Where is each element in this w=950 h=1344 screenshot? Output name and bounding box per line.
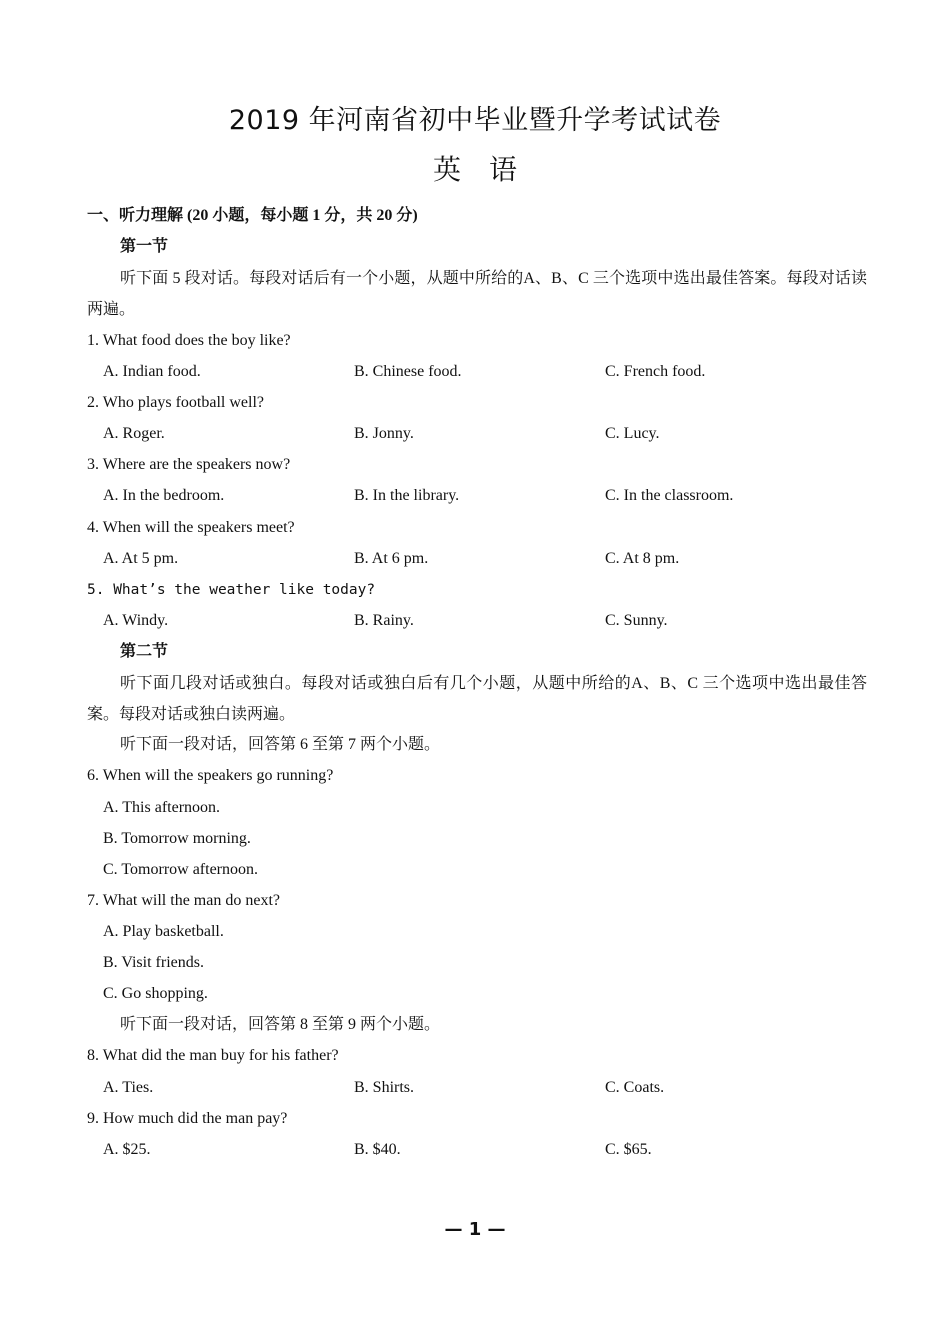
option-8b: B. Shirts. <box>354 1079 415 1096</box>
option-9c: C. $65. <box>605 1141 652 1158</box>
option-8c: C. Coats. <box>605 1079 665 1096</box>
option-9a: A. $25. <box>103 1141 151 1158</box>
exam-title: 2019 年河南省初中毕业暨升学考试试卷 <box>228 105 722 136</box>
option-1c: C. French food. <box>605 363 706 380</box>
section-heading: 一、听力理解 (20 小题，每小题 1 分，共 20 分) <box>87 207 418 224</box>
option-4a: A. At 5 pm. <box>103 550 179 567</box>
option-1b: B. Chinese food. <box>354 363 462 380</box>
option-7c: C. Go shopping. <box>103 985 208 1002</box>
option-2b: B. Jonny. <box>354 425 414 442</box>
option-3a: A. In the bedroom. <box>103 487 225 504</box>
option-3c: C. In the classroom. <box>605 487 734 504</box>
question-3: 3. Where are the speakers now? <box>87 456 291 473</box>
question-8: 8. What did the man buy for his father? <box>87 1047 339 1064</box>
option-6c: C. Tomorrow afternoon. <box>103 861 258 878</box>
option-2c: C. Lucy. <box>605 425 660 442</box>
option-6b: B. Tomorrow morning. <box>103 830 251 847</box>
option-5b: B. Rainy. <box>354 612 414 629</box>
question-1: 1. What food does the boy like? <box>87 332 291 349</box>
part1-instruction: 听下面 5 段对话。每段对话后有一个小题，从题中所给的A、B、C 三个选项中选出最佳答案。每段对话读两遍。 <box>87 270 867 318</box>
option-5a: A. Windy. <box>103 612 169 629</box>
part2-instruction: 听下面几段对话或独白。每段对话或独白后有几个小题，从题中所给的A、B、C 三个选项中选出最佳答案。每段对话或独白读两遍。 <box>87 675 867 723</box>
option-5c: C. Sunny. <box>605 612 668 629</box>
option-8a: A. Ties. <box>103 1079 154 1096</box>
note-questions-8-9: 听下面一段对话，回答第 8 至第 9 两个小题。 <box>120 1016 441 1033</box>
option-7b: B. Visit friends. <box>103 954 204 971</box>
subject-title: 英语 <box>432 153 545 186</box>
option-2a: A. Roger. <box>103 425 165 442</box>
question-6: 6. When will the speakers go running? <box>87 767 334 784</box>
question-9: 9. How much did the man pay? <box>87 1110 288 1127</box>
option-1a: A. Indian food. <box>103 363 201 380</box>
option-4c: C. At 8 pm. <box>605 550 680 567</box>
question-4: 4. When will the speakers meet? <box>87 519 295 536</box>
option-7a: A. Play basketball. <box>103 923 224 940</box>
option-3b: B. In the library. <box>354 487 460 504</box>
option-4b: B. At 6 pm. <box>354 550 429 567</box>
part1-label: 第一节 <box>120 238 169 255</box>
note-questions-6-7: 听下面一段对话，回答第 6 至第 7 两个小题。 <box>120 736 441 753</box>
page-number: — 1 — <box>444 1219 506 1240</box>
option-9b: B. $40. <box>354 1141 401 1158</box>
part2-label: 第二节 <box>120 643 169 660</box>
question-7: 7. What will the man do next? <box>87 892 280 909</box>
option-6a: A. This afternoon. <box>103 799 221 816</box>
question-5: 5. What’s the weather like today? <box>87 582 376 598</box>
question-2: 2. Who plays football well? <box>87 394 264 411</box>
